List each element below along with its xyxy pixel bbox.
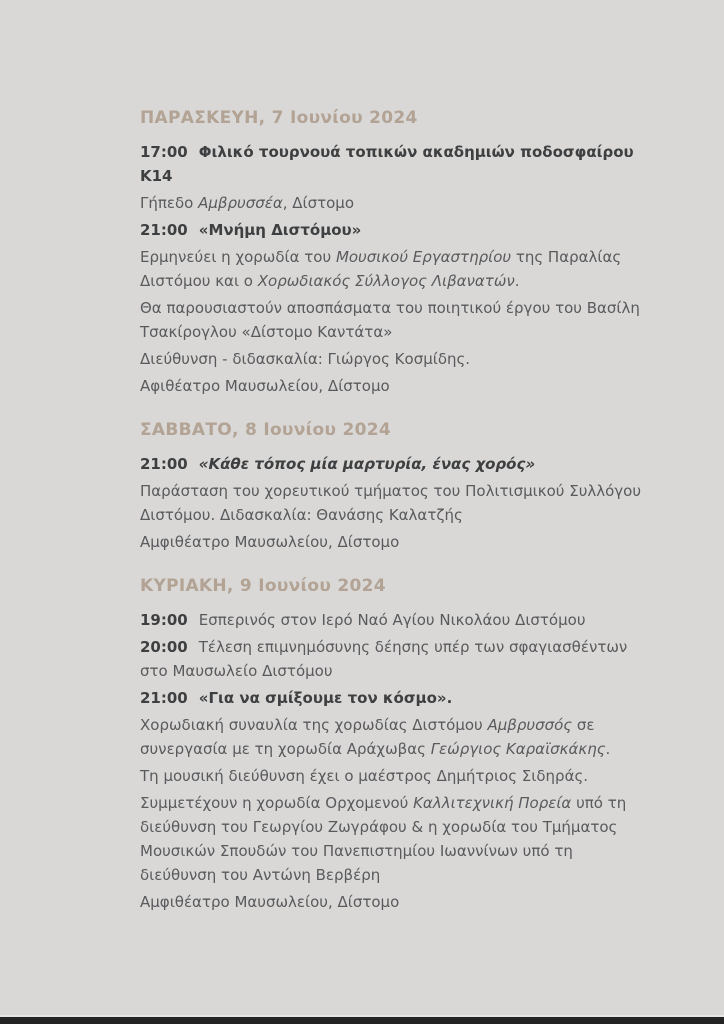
text-segment: Αμβρυσσός bbox=[487, 716, 573, 734]
program-line bbox=[140, 791, 645, 887]
day-heading: ΠΑΡΑΣΚΕΥΗ, 7 Ιουνίου 2024 bbox=[140, 108, 418, 128]
program-line bbox=[140, 713, 645, 761]
text-segment: Φιλικό τουρνουά τοπικών ακαδημιών ποδοσφαίρου Κ14 bbox=[140, 143, 634, 185]
text-segment: Θα παρουσιαστούν αποσπάσματα του ποιητικού έργου του Βασίλη Τσακίρογλου «Δίστομο Καντάτα» bbox=[140, 299, 640, 341]
text-segment: . bbox=[514, 272, 520, 290]
text-segment: «Μνήμη Διστόμου» bbox=[198, 221, 362, 239]
text-segment: Συμμετέχουν η χορωδία Ορχομενού bbox=[140, 794, 414, 812]
program-line bbox=[140, 245, 645, 293]
program-line bbox=[140, 764, 645, 788]
day-section bbox=[140, 418, 645, 554]
text-segment: Αμβρυσσέα bbox=[198, 194, 283, 212]
text-segment: , Δίστομο bbox=[282, 194, 355, 212]
event-time: 21:00 bbox=[140, 455, 188, 473]
text-segment: «Για να σμίξουμε τον κόσμο». bbox=[198, 689, 453, 707]
program-content bbox=[140, 106, 645, 934]
text-segment: Χορωδιακός Σύλλογος Λιβανατών bbox=[257, 272, 515, 290]
text-segment: Παράσταση του χορευτικού τμήματος του Πολιτισμικού Συλλόγου Διστόμου. Διδασκαλία: Θανάσης Καλατζής bbox=[140, 482, 642, 524]
text-segment: Τη μουσική διεύθυνση έχει ο μαέστρος Δημήτριος Σιδηράς. bbox=[140, 767, 589, 785]
program-line bbox=[140, 530, 645, 554]
bottom-edge-bar bbox=[0, 1015, 724, 1024]
day-heading: ΣΑΒΒΑΤΟ, 8 Ιουνίου 2024 bbox=[140, 420, 391, 440]
text-segment: Ερμηνεύει η χορωδία του bbox=[140, 248, 336, 266]
event-time: 19:00 bbox=[140, 611, 188, 629]
day-section bbox=[140, 106, 645, 398]
program-line bbox=[140, 347, 645, 371]
event-time: 21:00 bbox=[140, 221, 188, 239]
text-segment: «Κάθε τόπος μία μαρτυρία, ένας χορός» bbox=[198, 455, 536, 473]
day-heading: ΚΥΡΙΑΚΗ, 9 Ιουνίου 2024 bbox=[140, 576, 386, 596]
text-segment: Αμφιθέατρο Μαυσωλείου, Δίστομο bbox=[140, 533, 400, 551]
program-line bbox=[140, 374, 645, 398]
program-line bbox=[140, 890, 645, 914]
program-line bbox=[140, 218, 645, 242]
text-segment: Αμφιθέατρο Μαυσωλείου, Δίστομο bbox=[140, 893, 400, 911]
text-segment: Διεύθυνση - διδασκαλία: Γιώργος Κοσμίδης. bbox=[140, 350, 471, 368]
text-segment: σε συνεργασία με τη χορωδία Αράχωβας bbox=[140, 716, 595, 758]
event-time: 21:00 bbox=[140, 689, 188, 707]
text-segment: . bbox=[605, 740, 611, 758]
text-segment: Καλλιτεχνική Πορεία bbox=[413, 794, 572, 812]
event-time: 20:00 bbox=[140, 638, 188, 656]
text-segment: Γήπεδο bbox=[140, 194, 199, 212]
text-segment: υπό τη διεύθυνση του Γεωργίου Ζωγράφου & η χορωδία του Τμήματος Μουσικών Σπουδών του Πανεπιστημίου Ιωαννίνων υπό τη διεύθυνση του Αντώνη Βερβέρη bbox=[140, 794, 627, 884]
event-time: 17:00 bbox=[140, 143, 188, 161]
text-segment: Αφιθέατρο Μαυσωλείου, Δίστομο bbox=[140, 377, 390, 395]
text-segment: Μουσικού Εργαστηρίου bbox=[335, 248, 512, 266]
text-segment: Εσπερινός στον Ιερό Ναό Αγίου Νικολάου Διστόμου bbox=[198, 611, 586, 629]
program-line bbox=[140, 140, 645, 188]
program-line bbox=[140, 608, 645, 632]
text-segment: Γεώργιος Καραϊσκάκης bbox=[430, 740, 606, 758]
text-segment: Τέλεση επιμνημόσυνης δέησης υπέρ των σφαγιασθέντων στο Μαυσωλείο Διστόμου bbox=[140, 638, 628, 680]
program-line bbox=[140, 191, 645, 215]
text-segment: της Παραλίας Διστόμου και ο bbox=[140, 248, 622, 290]
program-line bbox=[140, 686, 645, 710]
text-segment: Χορωδιακή συναυλία της χορωδίας Διστόμου bbox=[140, 716, 488, 734]
day-section bbox=[140, 574, 645, 914]
program-line bbox=[140, 635, 645, 683]
program-line bbox=[140, 479, 645, 527]
program-line bbox=[140, 452, 645, 476]
program-line bbox=[140, 296, 645, 344]
